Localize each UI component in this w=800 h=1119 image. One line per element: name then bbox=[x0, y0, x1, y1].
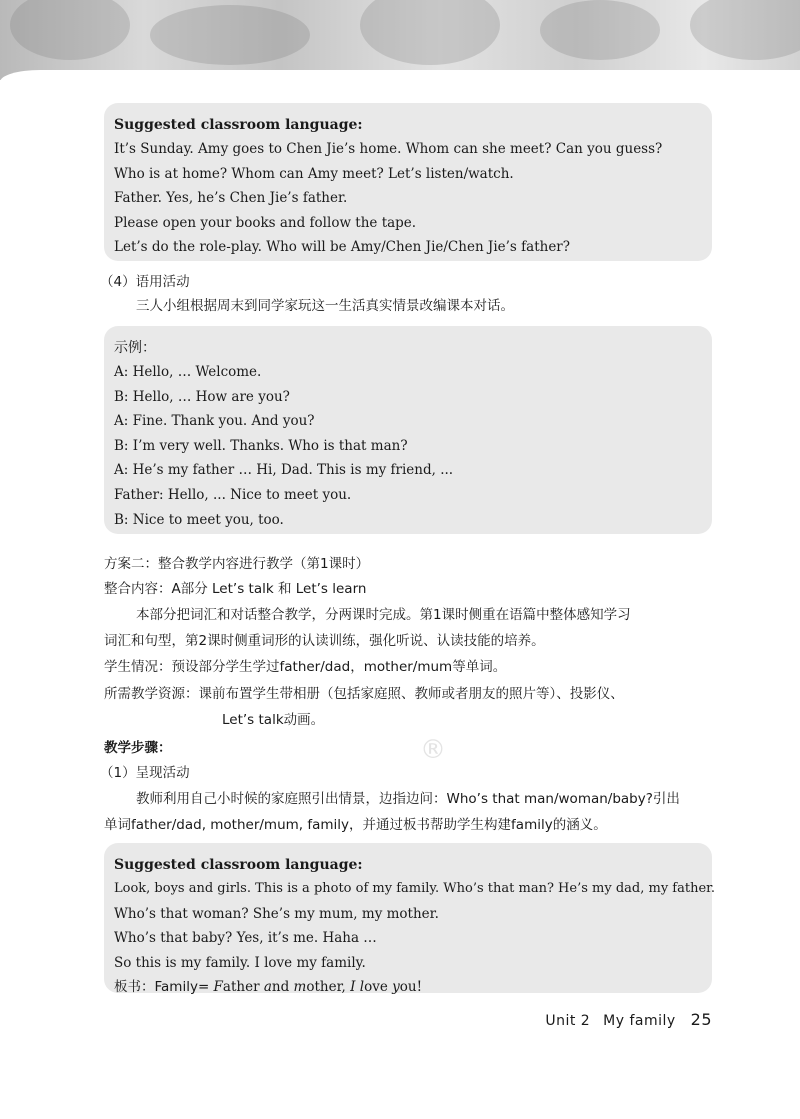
dialogue-line: A: He’s my father … Hi, Dad. This is my friend, ... bbox=[114, 462, 454, 479]
teaching-resources-cont: Let’s talk动画。 bbox=[222, 712, 325, 728]
dialogue-line: A: Fine. Thank you. And you? bbox=[114, 413, 315, 430]
paragraph-line: 词汇和句型，第2课时侧重词形的认读训练，强化听说、认读技能的培养。 bbox=[104, 633, 545, 649]
board-letter: y bbox=[392, 979, 400, 996]
box-heading: Suggested classroom language: bbox=[114, 857, 363, 873]
board-text: ove bbox=[364, 979, 393, 996]
box-line: So this is my family. I love my family. bbox=[114, 954, 366, 971]
board-text: ather bbox=[222, 979, 264, 996]
student-situation: 学生情况：预设部分学生学过father/dad，mother/mum等单词。 bbox=[104, 659, 507, 675]
blackboard-line bbox=[114, 975, 700, 1000]
box-line: Let’s do the role-play. Who will be Amy/Chen Jie/Chen Jie’s father? bbox=[114, 239, 571, 256]
step-1-line: 单词father/dad, mother/mum, family，并通过板书帮助学生构建family的涵义。 bbox=[104, 817, 607, 833]
banner-decoration bbox=[540, 0, 660, 60]
box-line: Please open your books and follow the tape. bbox=[114, 214, 417, 231]
example-dialogue-box bbox=[104, 326, 712, 534]
banner-decoration bbox=[690, 0, 800, 60]
page-number: 25 bbox=[690, 1010, 712, 1029]
box-heading: 示例： bbox=[114, 340, 156, 356]
registered-watermark: ® bbox=[420, 735, 446, 765]
box-line: It’s Sunday. Amy goes to Chen Jie’s home. Whom can she meet? Can you guess? bbox=[114, 141, 663, 157]
section-4-text: 三人小组根据周末到同学家玩这一生活真实情景改编课本对话。 bbox=[136, 298, 514, 314]
step-1-title: （1）呈现活动 bbox=[100, 765, 190, 781]
footer-unit: Unit 2 bbox=[545, 1013, 591, 1029]
footer-title: My family bbox=[603, 1013, 676, 1029]
dialogue-line: B: Nice to meet you, too. bbox=[114, 511, 284, 528]
integrated-content: 整合内容：A部分 Let’s talk 和 Let’s learn bbox=[104, 581, 367, 597]
banner-edge bbox=[0, 70, 800, 80]
banner-decoration bbox=[150, 5, 310, 65]
page-footer bbox=[545, 1010, 712, 1029]
box-line: Who’s that baby? Yes, it’s me. Haha … bbox=[114, 930, 377, 947]
dialogue-line: Father: Hello, ... Nice to meet you. bbox=[114, 486, 352, 503]
section-4-title: （4）语用活动 bbox=[100, 274, 190, 290]
banner-decoration bbox=[360, 0, 500, 65]
box-line: Who’s that woman? She’s my mum, my mother. bbox=[114, 905, 439, 922]
teaching-resources: 所需教学资源：课前布置学生带相册（包括家庭照、教师或者朋友的照片等）、投影仪、 bbox=[104, 686, 624, 702]
board-letter: l bbox=[355, 979, 365, 996]
plan-2-title: 方案二：整合教学内容进行教学（第1课时） bbox=[104, 556, 370, 572]
board-text: other, bbox=[306, 979, 351, 996]
board-letter: m bbox=[293, 979, 307, 996]
paragraph-line: 本部分把词汇和对话整合教学，分两课时完成。第1课时侧重在语篇中整体感知学习 bbox=[136, 607, 631, 623]
board-text: ou! bbox=[399, 979, 423, 996]
board-letter: a bbox=[263, 979, 272, 996]
dialogue-line: A: Hello, … Welcome. bbox=[114, 364, 262, 380]
board-letter: I bbox=[350, 979, 356, 996]
suggested-language-box-2 bbox=[104, 843, 716, 996]
box-line: Father. Yes, he’s Chen Jie’s father. bbox=[114, 190, 348, 207]
dialogue-line: B: I’m very well. Thanks. Who is that man? bbox=[114, 437, 408, 454]
box-line: Look, boys and girls. This is a photo of my family. Who’s that man? He’s my dad, my father. bbox=[114, 881, 716, 896]
suggested-language-box-1 bbox=[104, 103, 712, 261]
box-line: Who is at home? Whom can Amy meet? Let’s listen/watch. bbox=[114, 165, 514, 182]
board-letter: F bbox=[213, 979, 223, 996]
dialogue-line: B: Hello, … How are you? bbox=[114, 388, 290, 405]
banner-decoration bbox=[10, 0, 130, 60]
step-1-line: 教师利用自己小时候的家庭照引出情景，边指边问：Who’s that man/woman/baby?引出 bbox=[136, 791, 680, 807]
board-prefix: 板书：Family= bbox=[114, 979, 214, 996]
teaching-steps-title: 教学步骤： bbox=[104, 740, 172, 756]
page-header-banner bbox=[0, 0, 800, 80]
board-text: nd bbox=[271, 979, 294, 996]
box-heading: Suggested classroom language: bbox=[114, 117, 363, 133]
